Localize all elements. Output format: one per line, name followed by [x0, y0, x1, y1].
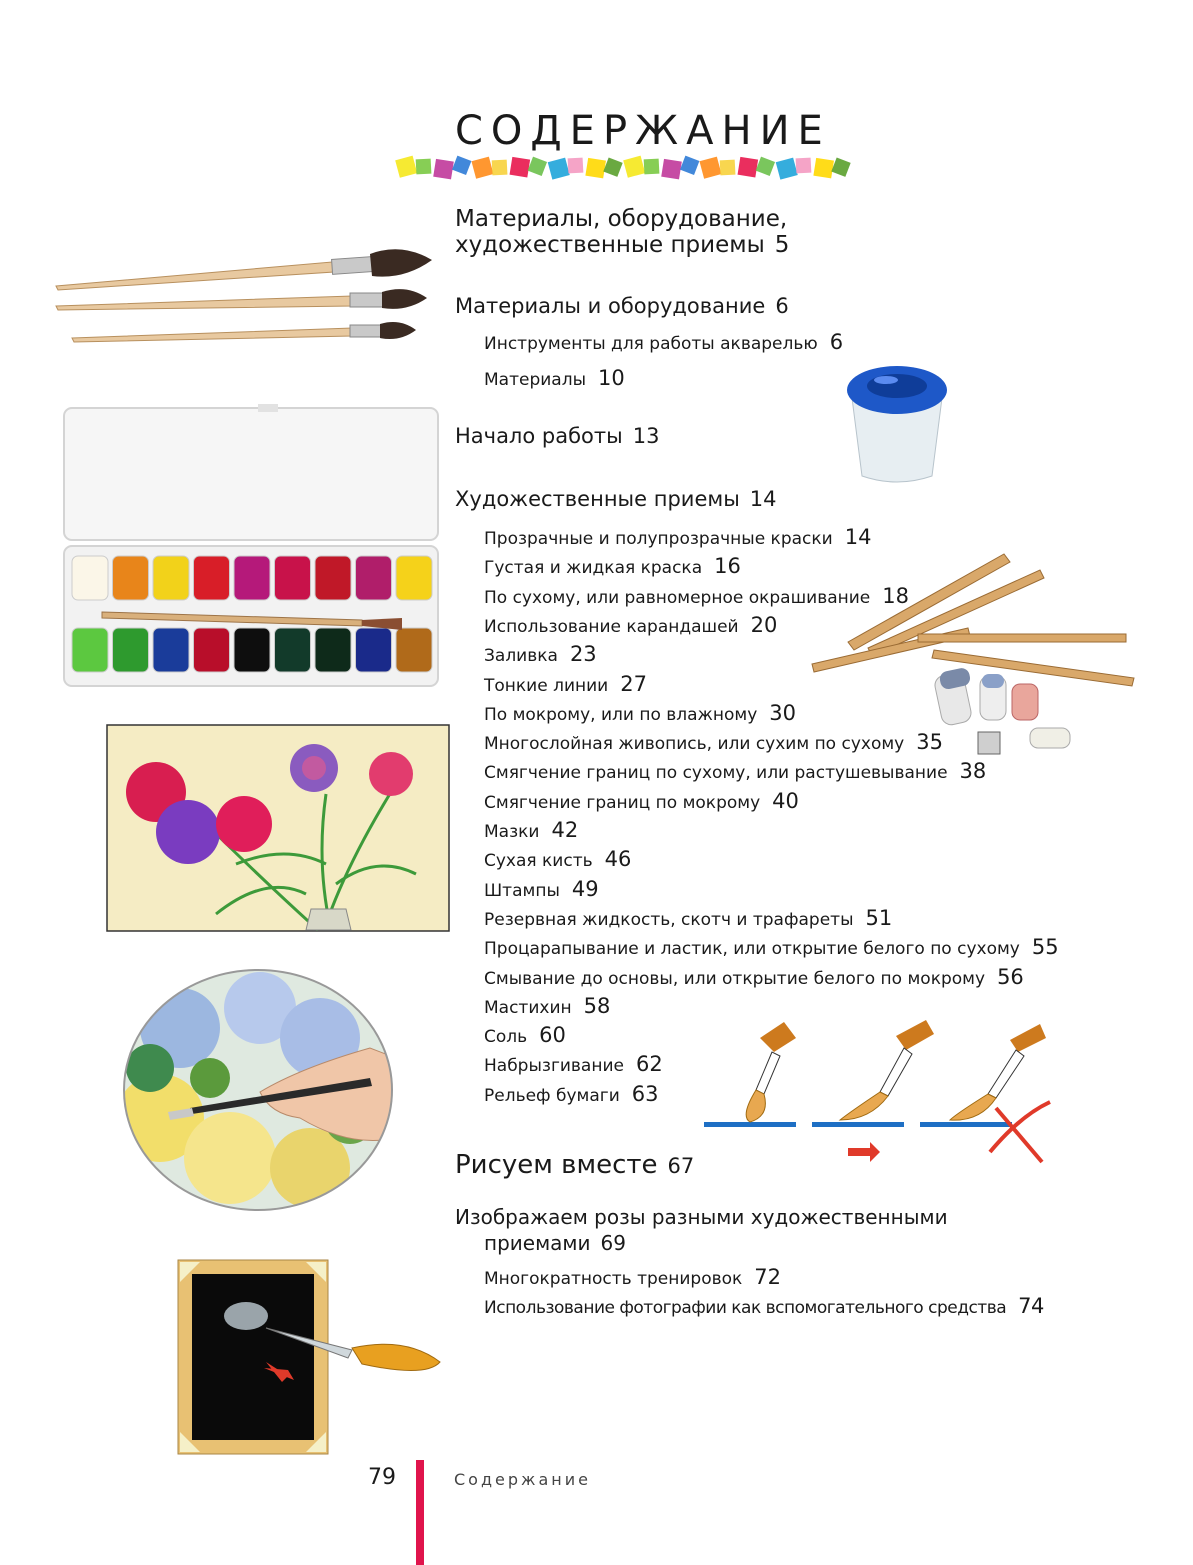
- toc-item[interactable]: [484, 818, 578, 842]
- paint-pan: [356, 628, 392, 672]
- paint-pan: [275, 556, 311, 600]
- toc-label: Штампы: [484, 881, 560, 901]
- toc-page-number: 27: [620, 672, 647, 696]
- toc-label: Начало работы: [455, 424, 623, 448]
- toc-page-number: 56: [997, 965, 1024, 989]
- toc-page-number: 69: [600, 1231, 626, 1255]
- toc-page-number: 14: [844, 525, 872, 549]
- toc-item[interactable]: [484, 1052, 663, 1076]
- toc-label: художественные приемы: [455, 232, 765, 258]
- toc-label: Рисуем вместе: [455, 1150, 658, 1180]
- toc-page-number: 46: [604, 847, 632, 871]
- scratching-knife-illustration: [176, 1258, 446, 1458]
- toc-label: Материалы и оборудование: [455, 294, 766, 318]
- paint-pan: [275, 628, 311, 672]
- toc-item[interactable]: [484, 1294, 1044, 1318]
- toc-label: Набрызгивание: [484, 1056, 624, 1076]
- toc-label: Густая и жидкая краска: [484, 558, 703, 578]
- toc-item[interactable]: [484, 847, 631, 871]
- paint-box-illustration: [62, 404, 446, 690]
- toc-page-number: 35: [916, 730, 943, 754]
- toc-label: Смягчение границ по сухому, или растушевывание: [484, 763, 948, 783]
- toc-page-number: 6: [775, 294, 789, 318]
- toc-section-techniques[interactable]: [455, 487, 777, 511]
- toc-item[interactable]: [484, 965, 1024, 989]
- toc-page-number: 38: [959, 759, 987, 783]
- toc-item[interactable]: [484, 701, 796, 725]
- toc-label: Изображаем розы разными художественными: [455, 1205, 948, 1229]
- brush-angle-diagram: [700, 1016, 1060, 1166]
- paint-pan: [315, 556, 351, 600]
- toc-page-number: 67: [667, 1154, 695, 1178]
- toc-item[interactable]: [484, 554, 741, 578]
- paint-pan: [113, 556, 149, 600]
- hand-painting-illustration: [120, 968, 396, 1212]
- toc-label: Рельеф бумаги: [484, 1086, 620, 1106]
- toc-item[interactable]: [484, 1082, 659, 1106]
- paint-pan: [234, 556, 270, 600]
- toc-section-roses[interactable]: [455, 1204, 948, 1256]
- toc-label: По сухому, или равномерное окрашивание: [484, 588, 871, 608]
- toc-item[interactable]: [484, 525, 871, 549]
- paint-pan: [194, 628, 230, 672]
- toc-page-number: 10: [598, 366, 625, 390]
- toc-section-materials-equipment[interactable]: [455, 294, 789, 318]
- paint-pan: [72, 556, 108, 600]
- toc-label: Использование карандашей: [484, 617, 739, 637]
- paint-pan: [194, 556, 230, 600]
- toc-label: Художественные приемы: [455, 487, 740, 511]
- toc-label: Многослойная живопись, или сухим по сухому: [484, 734, 905, 754]
- water-cup-illustration: [842, 360, 952, 488]
- toc-page-number: 58: [583, 994, 611, 1018]
- toc-page-number: 23: [569, 642, 597, 666]
- toc-label: Процарапывание и ластик, или открытие белого по сухому: [484, 939, 1020, 959]
- toc-item[interactable]: [484, 906, 892, 930]
- toc-page-number: 20: [750, 613, 778, 637]
- paint-pan: [72, 628, 108, 672]
- toc-page-number: 51: [865, 906, 893, 930]
- toc-item[interactable]: [484, 877, 599, 901]
- toc-page-number: 62: [635, 1052, 663, 1076]
- toc-page-number: 30: [769, 701, 797, 725]
- toc-item[interactable]: [484, 935, 1059, 959]
- toc-label: Мазки: [484, 822, 540, 842]
- toc-page-number: 40: [772, 789, 799, 813]
- toc-section-start[interactable]: [455, 424, 659, 448]
- toc-label: Соль: [484, 1027, 528, 1047]
- toc-item[interactable]: [484, 789, 799, 813]
- toc-page-number: 72: [754, 1265, 782, 1289]
- toc-item[interactable]: [484, 330, 843, 354]
- toc-page-number: 14: [749, 487, 777, 511]
- brushes-illustration: [52, 248, 442, 348]
- toc-label: Материалы: [484, 370, 586, 390]
- toc-page-number: 42: [551, 818, 579, 842]
- pencils-illustration: [808, 550, 1138, 780]
- toc-label: Тонкие линии: [484, 676, 609, 696]
- toc-item[interactable]: [484, 994, 610, 1018]
- toc-page-number: 74: [1018, 1294, 1044, 1318]
- toc-page-number: 60: [539, 1023, 566, 1047]
- toc-label: Заливка: [484, 646, 558, 666]
- paint-pan: [153, 556, 189, 600]
- toc-page-number: 13: [632, 424, 660, 448]
- toc-item[interactable]: [484, 642, 597, 666]
- toc-page-number: 18: [882, 584, 909, 608]
- toc-section-materials-title[interactable]: [455, 206, 789, 258]
- toc-item[interactable]: [484, 672, 647, 696]
- toc-label: Прозрачные и полупрозрачные краски: [484, 529, 833, 549]
- paint-pan: [315, 628, 351, 672]
- toc-label: Многократность тренировок: [484, 1269, 743, 1289]
- toc-item[interactable]: [484, 613, 777, 637]
- toc-page-number: 6: [829, 330, 844, 354]
- toc-page-number: 5: [774, 232, 790, 258]
- toc-label: Инструменты для работы акварелью: [484, 334, 818, 354]
- toc-section-draw-together[interactable]: [455, 1150, 694, 1180]
- toc-label: По мокрому, или по влажному: [484, 705, 758, 725]
- page-title: СОДЕРЖАНИЕ: [455, 108, 831, 154]
- toc-item[interactable]: [484, 366, 625, 390]
- toc-label: Резервная жидкость, скотч и трафареты: [484, 910, 854, 930]
- toc-page-number: 55: [1031, 935, 1059, 959]
- toc-item[interactable]: [484, 1265, 781, 1289]
- toc-label: Материалы, оборудование,: [455, 206, 788, 232]
- paint-pan: [153, 628, 189, 672]
- toc-label: Использование фотографии как вспомогательного средства: [484, 1298, 1007, 1318]
- toc-label: Смягчение границ по мокрому: [484, 793, 761, 813]
- toc-page-number: 63: [631, 1082, 659, 1106]
- paint-pan: [356, 556, 392, 600]
- running-title: Содержание: [454, 1470, 591, 1489]
- toc-label: Мастихин: [484, 998, 572, 1018]
- toc-label: Сухая кисть: [484, 851, 593, 871]
- paint-pan: [234, 628, 270, 672]
- paint-pan: [396, 556, 432, 600]
- toc-page-number: 49: [571, 877, 599, 901]
- toc-label: приемами: [484, 1231, 591, 1255]
- paint-pan: [113, 628, 149, 672]
- toc-label: Смывание до основы, или открытие белого по мокрому: [484, 969, 986, 989]
- footer-accent-bar: [416, 1460, 424, 1565]
- toc-page-number: 16: [714, 554, 741, 578]
- page-number: 79: [368, 1465, 396, 1490]
- paint-pan: [396, 628, 432, 672]
- toc-item[interactable]: [484, 1023, 566, 1047]
- asters-painting-illustration: [106, 724, 450, 932]
